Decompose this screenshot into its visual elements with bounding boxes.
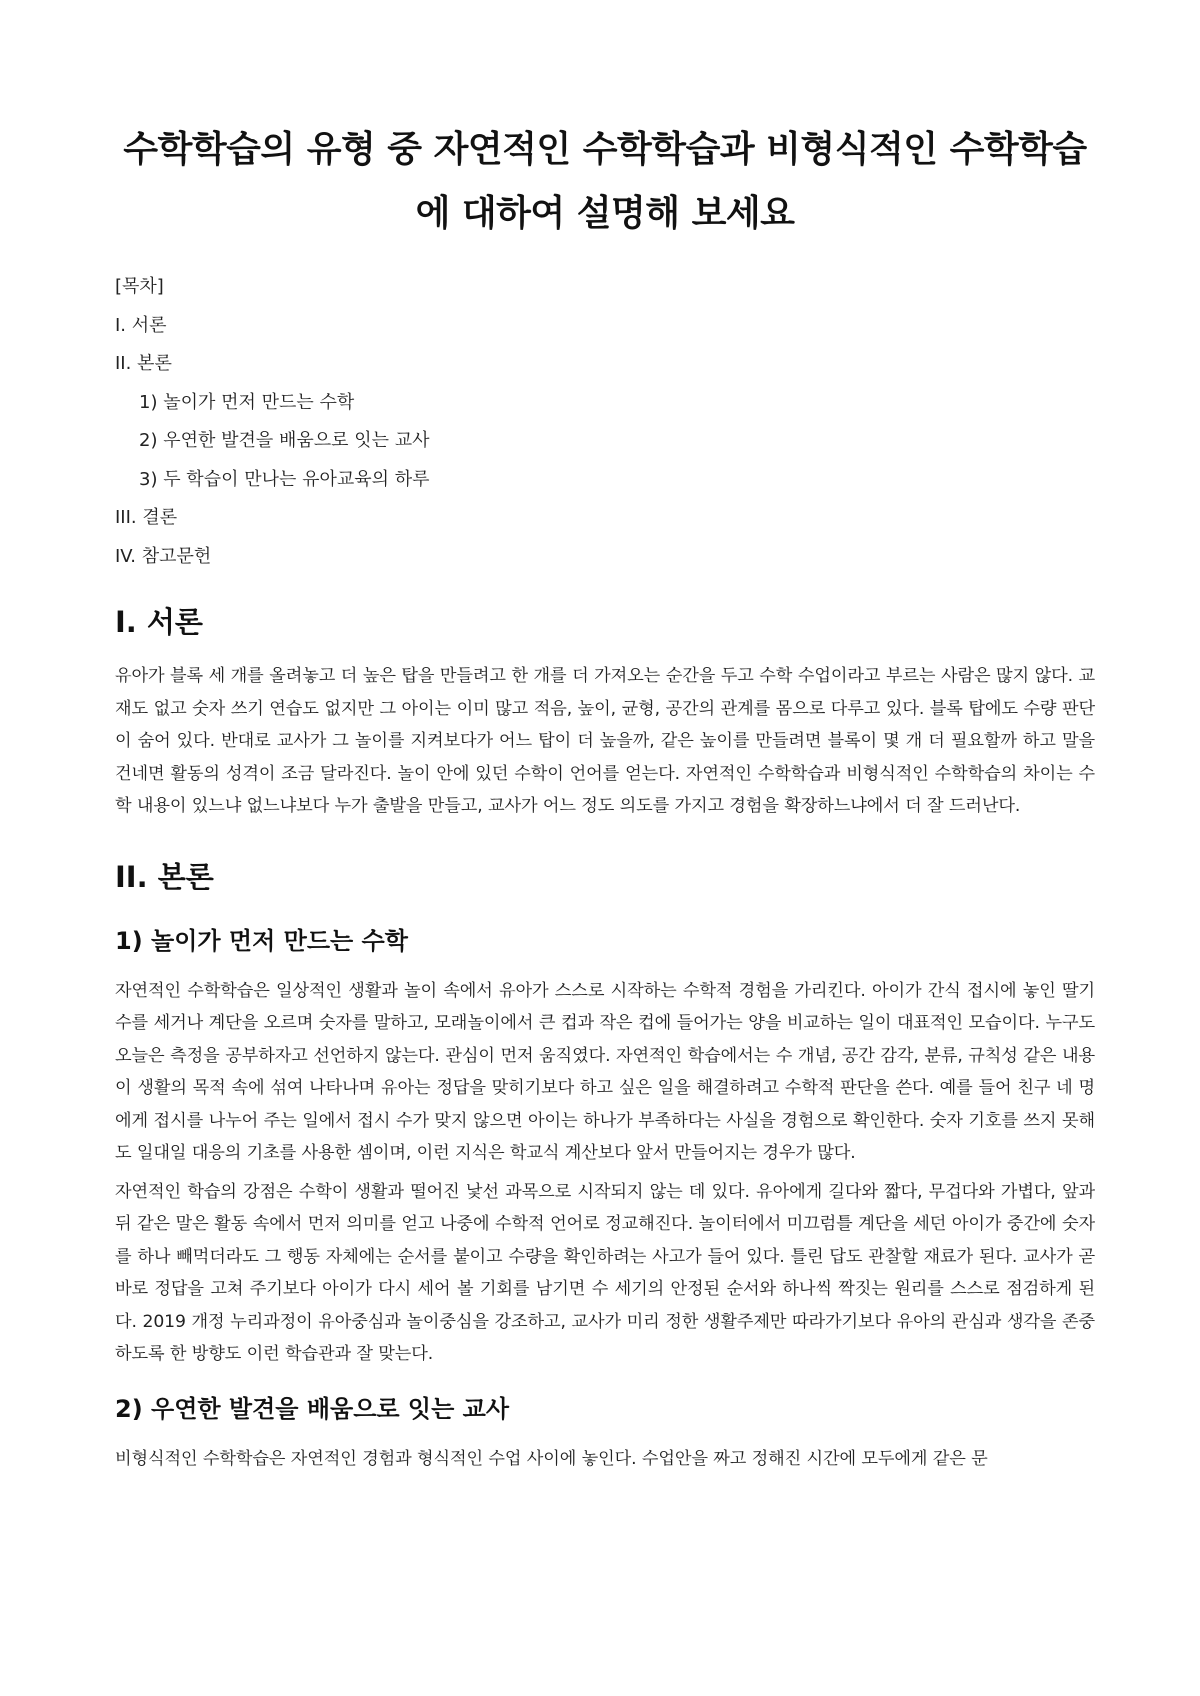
toc-subitem: 2) 우연한 발견을 배움으로 잇는 교사 [139,430,430,451]
body-paragraph: 자연적인 학습의 강점은 수학이 생활과 떨어진 낯선 과목으로 시작되지 않는 데 있다. 유아에게 길다와 짧다, 무겁다와 가볍다, 앞과 뒤 같은 말은 활동 속에서 먼저 의미를 얻고 나중에 수학적 언어로 정교해진다. 놀이터에서 미끄럼틀 계단을 세던 아이가 중간에 숫자를 하나 빼먹더라도 그 행동 자체에는 순서를 붙이고 수량을 확인하려는 사고가 들어 있다. 틀린 답도 관찰할 재료가 된다. 교사가 곧바로 정답을 고쳐 주기보다 아이가 다시 세어 볼 기회를 남기면 수 세기의 안정된 순서와 하나씩 짝짓는 원리를 스스로 점검하게 된다. 2019 개정 누리과정이 유아중심과 놀이중심을 강조하고, 교사가 미리 정한 생활주제만 따라가기보다 유아의 관심과 생각을 존중하도록 한 방향도 이런 학습관과 잘 맞는다. [115,1181,1095,1364]
toc-item: I. 서론 [115,314,167,336]
toc-subitem: 1) 놀이가 먼저 만드는 수학 [139,391,355,413]
subsection-heading-1: 1) 놀이가 먼저 만드는 수학 [115,926,408,955]
section-heading-introduction: I. 서론 [115,605,203,639]
section-heading-body: II. 본론 [115,859,214,894]
toc-subitem: 3) 두 학습이 만나는 유아교육의 하루 [139,468,430,490]
toc-item: IV. 참고문헌 [115,545,212,567]
body-paragraph: 비형식적인 수학학습은 자연적인 경험과 형식적인 수업 사이에 놓인다. 수업안을 짜고 정해진 시간에 모두에게 같은 문 [115,1448,988,1469]
toc-item: II. 본론 [115,353,172,374]
intro-paragraph: 유아가 블록 세 개를 올려놓고 더 높은 탑을 만들려고 한 개를 더 가져오는 순간을 두고 수학 수업이라고 부르는 사람은 많지 않다. 교재도 없고 숫자 쓰기 연습도 없지만 그 아이는 이미 많고 적음, 높이, 균형, 공간의 관계를 몸으로 다루고 있다. 블록 탑에도 수량 판단이 숨어 있다. 반대로 교사가 그 놀이를 지켜보다가 어느 탑이 더 높을까, 같은 높이를 만들려면 블록이 몇 개 더 필요할까 하고 말을 건네면 활동의 성격이 조금 달라진다. 놀이 안에 있던 수학이 언어를 얻는다. 자연적인 수학학습과 비형식적인 수학학습의 차이는 수학 내용이 있느냐 없느냐보다 누가 출발을 만들고, 교사가 어느 정도 의도를 가지고 경험을 확장하느냐에서 더 잘 드러난다. [115,666,1095,816]
toc-item: III. 결론 [115,507,178,528]
toc-heading: [목차] [115,276,164,297]
body-paragraph: 자연적인 수학학습은 일상적인 생활과 놀이 속에서 유아가 스스로 시작하는 수학적 경험을 가리킨다. 아이가 간식 접시에 놓인 딸기 수를 세거나 계단을 오르며 숫자를 말하고, 모래놀이에서 큰 컵과 작은 컵에 들어가는 양을 비교하는 일이 대표적인 모습이다. 누구도 오늘은 측정을 공부하자고 선언하지 않는다. 관심이 먼저 움직였다. 자연적인 학습에서는 수 개념, 공간 감각, 분류, 규칙성 같은 내용이 생활의 목적 속에 섞여 나타나며 유아는 정답을 맞히기보다 하고 싶은 일을 해결하려고 수학적 판단을 쓴다. 예를 들어 친구 네 명에게 접시를 나누어 주는 일에서 접시 수가 맞지 않으면 아이는 하나가 부족하다는 사실을 경험으로 확인한다. 숫자 기호를 쓰지 못해도 일대일 대응의 기초를 사용한 셈이며, 이런 지식은 학교식 계산보다 앞서 만들어지는 경우가 많다. [115,980,1095,1163]
table-of-contents [115,268,1095,576]
subsection-heading-2: 2) 우연한 발견을 배움으로 잇는 교사 [115,1394,510,1423]
document-title: 수학학습의 유형 중 자연적인 수학학습과 비형식적인 수학학습에 대하여 설명해 보세요 [123,129,1087,234]
